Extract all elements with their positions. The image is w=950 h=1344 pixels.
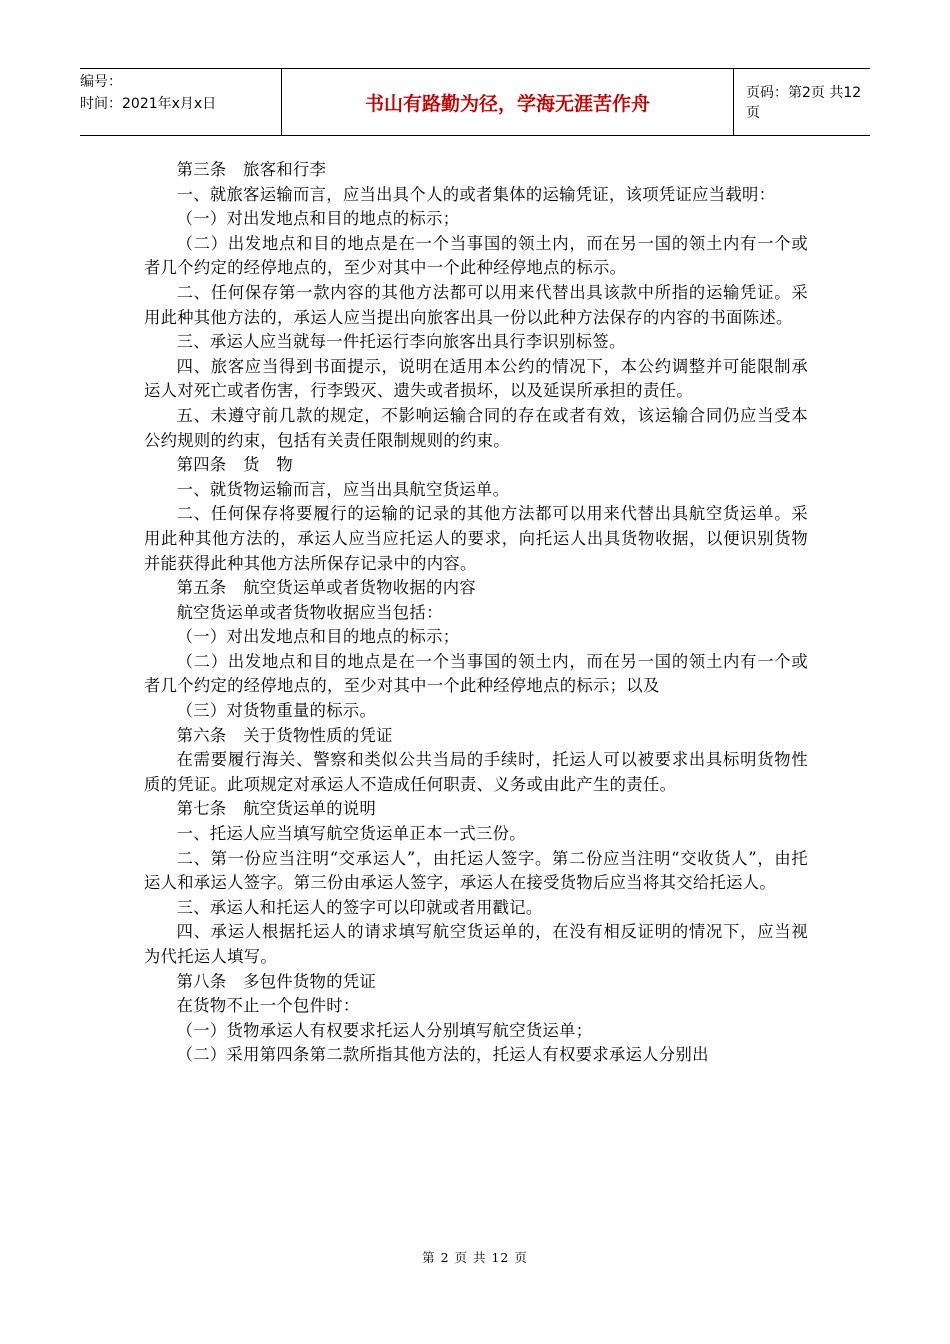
body-paragraph: 在货物不止一个包件时： <box>176 996 360 1016</box>
body-paragraph: 一、就旅客运输而言，应当出具个人的或者集体的运输凭证，该项凭证应当载明： <box>176 184 776 204</box>
header-page-info: 页码：第2页 共12页 <box>746 85 862 121</box>
body-paragraph: （三）对货物重量的标示。 <box>176 701 377 721</box>
body-paragraph: （一）货物承运人有权要求托运人分别填写航空货运单； <box>176 1020 593 1040</box>
code-label: 编号： <box>80 74 122 90</box>
body-paragraph: （一）对出发地点和目的地点的标示； <box>176 627 460 647</box>
body-paragraph: （一）对出发地点和目的地点的标示； <box>176 209 460 229</box>
document-header <box>80 68 870 136</box>
date-label: 时间：2021年x月x日 <box>80 96 217 112</box>
document-body <box>144 158 808 1068</box>
body-paragraph: （二）出发地点和目的地点是在一个当事国的领土内，而在另一国的领土内有一个或者几个约定的经停地点的，至少对其中一个此种经停地点的标示；以及 <box>144 651 808 696</box>
body-paragraph: 三、承运人和托运人的签字可以印就或者用戳记。 <box>176 897 543 917</box>
body-paragraph: 一、就货物运输而言，应当出具航空货运单。 <box>176 479 510 499</box>
body-paragraph: 第四条 货 物 <box>176 455 294 475</box>
header-meta <box>80 69 282 135</box>
body-paragraph: 二、任何保存将要履行的运输的记录的其他方法都可以用来代替出具航空货运单。采用此种其他方法的，承运人应当应托运人的要求，向托运人出具货物收据，以便识别货物并能获得此种其他方法所保存记录中的内容。 <box>144 504 808 573</box>
body-paragraph: 在需要履行海关、警察和类似公共当局的手续时，托运人可以被要求出具标明货物性质的凭证。此项规定对承运人不造成任何职责、义务或由此产生的责任。 <box>144 750 808 794</box>
body-paragraph: 四、旅客应当得到书面提示，说明在适用本公约的情况下，本公约调整并可能限制承运人对死亡或者伤害，行李毁灭、遗失或者损坏，以及延误所承担的责任。 <box>144 356 808 401</box>
page-footer: 第 2 页 共 12 页 <box>422 1250 528 1265</box>
body-paragraph: 一、托运人应当填写航空货运单正本一式三份。 <box>176 824 526 844</box>
body-paragraph: 航空货运单或者货物收据应当包括： <box>176 602 443 622</box>
body-paragraph: 第五条 航空货运单或者货物收据的内容 <box>176 578 476 598</box>
body-paragraph: （二）采用第四条第二款所指其他方法的，托运人有权要求承运人分别出 <box>176 1045 709 1065</box>
body-paragraph: 三、承运人应当就每一件托运行李向旅客出具行李识别标签。 <box>176 332 626 352</box>
body-paragraph: 第三条 旅客和行李 <box>176 160 327 179</box>
body-paragraph: （二）出发地点和目的地点是在一个当事国的领土内，而在另一国的领土内有一个或者几个约定的经停地点的，至少对其中一个此种经停地点的标示。 <box>144 233 808 278</box>
body-paragraph: 第六条 关于货物性质的凭证 <box>176 725 393 745</box>
body-paragraph: 五、未遵守前几款的规定，不影响运输合同的存在或者有效，该运输合同仍应当受本公约规则的约束，包括有关责任限制规则的约束。 <box>144 405 808 450</box>
header-motto: 书山有路勤为径，学海无涯苦作舟 <box>282 69 734 135</box>
body-paragraph: 二、第一份应当注明“交承运人”，由托运人签字。第二份应当注明“交收货人”，由托运人和承运人签字。第三份由承运人签字，承运人在接受货物后应当将其交给托运人。 <box>144 848 808 893</box>
body-paragraph: 第七条 航空货运单的说明 <box>176 799 377 819</box>
body-paragraph: 二、任何保存第一款内容的其他方法都可以用来代替出具该款中所指的运输凭证。采用此种其他方法的，承运人应当提出向旅客出具一份以此种方法保存的内容的书面陈述。 <box>144 282 808 327</box>
body-paragraph: 四、承运人根据托运人的请求填写航空货运单的，在没有相反证明的情况下，应当视为代托运人填写。 <box>144 922 808 966</box>
body-paragraph: 第八条 多包件货物的凭证 <box>176 971 377 991</box>
